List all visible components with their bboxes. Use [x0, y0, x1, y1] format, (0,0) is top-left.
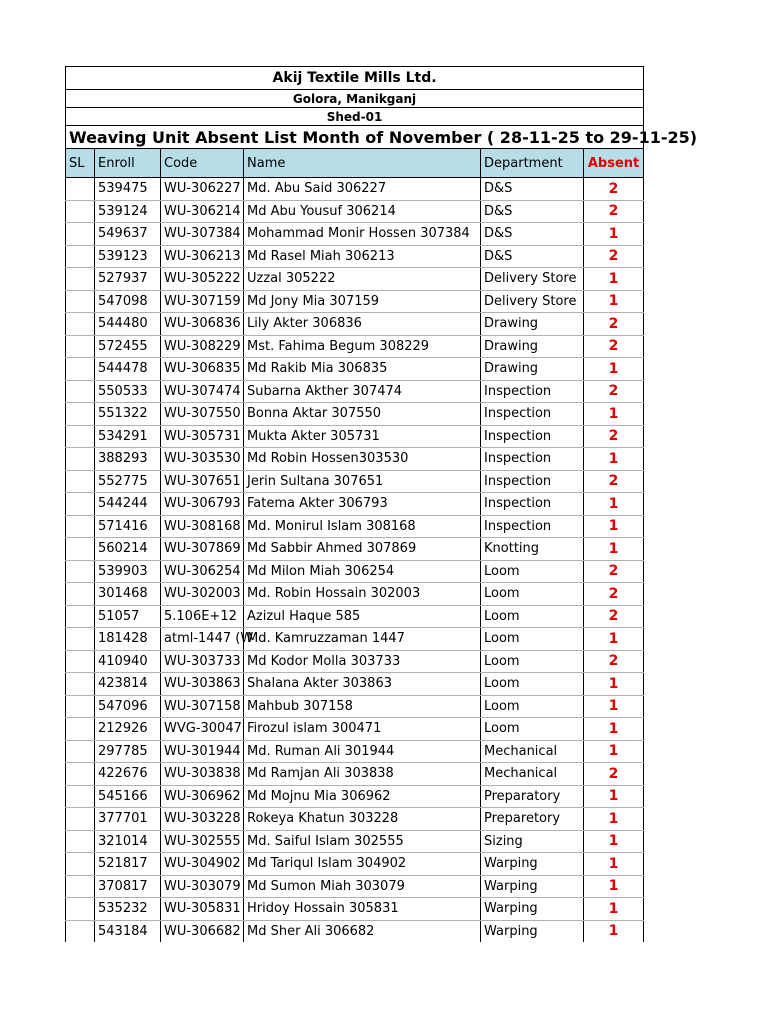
name-cell: Md Milon Miah 306254 — [244, 560, 481, 583]
department-cell: Loom — [481, 560, 584, 583]
table-row — [66, 223, 644, 246]
code-cell: WU-306254 — [161, 560, 244, 583]
department-cell: D&S — [481, 178, 584, 201]
absent-count-cell: 1 — [584, 493, 644, 516]
name-cell: Md Abu Yousuf 306214 — [244, 200, 481, 223]
department-cell: Loom — [481, 650, 584, 673]
table-row — [66, 785, 644, 808]
code-cell: WU-304902 — [161, 853, 244, 876]
absent-count-cell: 1 — [584, 830, 644, 853]
enroll-cell: 552775 — [95, 470, 161, 493]
table-row — [66, 425, 644, 448]
table-row — [66, 178, 644, 201]
enroll-cell: 181428 — [95, 628, 161, 651]
department-cell: Sizing — [481, 830, 584, 853]
table-row — [66, 358, 644, 381]
code-cell: WU-306835 — [161, 358, 244, 381]
absent-count-cell: 1 — [584, 853, 644, 876]
table-row — [66, 470, 644, 493]
sl-cell — [66, 223, 95, 246]
absent-count-cell: 2 — [584, 380, 644, 403]
sl-cell — [66, 358, 95, 381]
code-cell: WU-307158 — [161, 695, 244, 718]
department-cell: Loom — [481, 583, 584, 606]
enroll-cell: 422676 — [95, 763, 161, 786]
code-cell: WU-306793 — [161, 493, 244, 516]
sl-cell — [66, 515, 95, 538]
col-header-code: Code — [161, 149, 244, 178]
code-cell: WU-303838 — [161, 763, 244, 786]
name-cell: Md. Kamruzzaman 1447 — [244, 628, 481, 651]
department-cell: D&S — [481, 223, 584, 246]
absent-count-cell: 1 — [584, 268, 644, 291]
code-cell: WU-307550 — [161, 403, 244, 426]
enroll-cell: 551322 — [95, 403, 161, 426]
table-row — [66, 538, 644, 561]
col-header-department: Department — [481, 149, 584, 178]
enroll-cell: 539903 — [95, 560, 161, 583]
name-cell: Md. Saiful Islam 302555 — [244, 830, 481, 853]
enroll-cell: 297785 — [95, 740, 161, 763]
code-cell: WU-307651 — [161, 470, 244, 493]
code-cell: WU-303530 — [161, 448, 244, 471]
sl-cell — [66, 178, 95, 201]
table-row — [66, 695, 644, 718]
enroll-cell: 549637 — [95, 223, 161, 246]
code-cell: WU-307159 — [161, 290, 244, 313]
name-cell: Md Robin Hossen303530 — [244, 448, 481, 471]
report-title: Weaving Unit Absent List Month of November ( 28-11-25 to 29-11-25) — [66, 126, 644, 149]
department-cell: Drawing — [481, 313, 584, 336]
sl-cell — [66, 268, 95, 291]
name-cell: Subarna Akther 307474 — [244, 380, 481, 403]
sl-cell — [66, 493, 95, 516]
table-row — [66, 268, 644, 291]
enroll-cell: 212926 — [95, 718, 161, 741]
sl-cell — [66, 763, 95, 786]
enroll-cell: 423814 — [95, 673, 161, 696]
department-cell: Delivery Store — [481, 290, 584, 313]
code-cell: WU-303863 — [161, 673, 244, 696]
table-row — [66, 560, 644, 583]
code-cell: WU-307384 — [161, 223, 244, 246]
department-cell: Loom — [481, 695, 584, 718]
name-cell: Lily Akter 306836 — [244, 313, 481, 336]
enroll-cell: 377701 — [95, 808, 161, 831]
table-row — [66, 740, 644, 763]
department-cell: Warping — [481, 875, 584, 898]
department-cell: Loom — [481, 605, 584, 628]
code-cell: WU-307474 — [161, 380, 244, 403]
name-cell: Md. Monirul Islam 308168 — [244, 515, 481, 538]
table-row — [66, 830, 644, 853]
name-cell: Md Mojnu Mia 306962 — [244, 785, 481, 808]
absent-count-cell: 1 — [584, 403, 644, 426]
absent-count-cell: 2 — [584, 560, 644, 583]
name-cell: Fatema Akter 306793 — [244, 493, 481, 516]
code-cell: WU-301944 — [161, 740, 244, 763]
absent-count-cell: 2 — [584, 650, 644, 673]
absent-count-cell: 2 — [584, 605, 644, 628]
sl-cell — [66, 335, 95, 358]
sl-cell — [66, 583, 95, 606]
name-cell: Md. Ruman Ali 301944 — [244, 740, 481, 763]
table-row — [66, 313, 644, 336]
code-cell: WVG-30047 — [161, 718, 244, 741]
enroll-cell: 521817 — [95, 853, 161, 876]
absent-count-cell: 1 — [584, 785, 644, 808]
enroll-cell: 544478 — [95, 358, 161, 381]
enroll-cell: 545166 — [95, 785, 161, 808]
company-name: Akij Textile Mills Ltd. — [66, 67, 644, 90]
sl-cell — [66, 605, 95, 628]
absent-count-cell: 1 — [584, 673, 644, 696]
enroll-cell: 544244 — [95, 493, 161, 516]
enroll-cell: 544480 — [95, 313, 161, 336]
department-cell: Warping — [481, 898, 584, 921]
enroll-cell: 388293 — [95, 448, 161, 471]
absent-count-cell: 1 — [584, 875, 644, 898]
sl-cell — [66, 290, 95, 313]
code-cell: WU-306836 — [161, 313, 244, 336]
name-cell: Mst. Fahima Begum 308229 — [244, 335, 481, 358]
enroll-cell: 534291 — [95, 425, 161, 448]
code-cell: WU-302555 — [161, 830, 244, 853]
department-cell: Mechanical — [481, 763, 584, 786]
table-row — [66, 448, 644, 471]
enroll-cell: 560214 — [95, 538, 161, 561]
department-cell: Knotting — [481, 538, 584, 561]
table-row — [66, 718, 644, 741]
table-row — [66, 290, 644, 313]
name-cell: Hridoy Hossain 305831 — [244, 898, 481, 921]
department-cell: Inspection — [481, 493, 584, 516]
sl-cell — [66, 830, 95, 853]
absent-count-cell: 1 — [584, 515, 644, 538]
code-cell: WU-302003 — [161, 583, 244, 606]
location: Golora, Manikganj — [66, 90, 644, 108]
name-cell: Rokeya Khatun 303228 — [244, 808, 481, 831]
absent-count-cell: 1 — [584, 920, 644, 942]
absent-list-table — [65, 66, 698, 942]
department-cell: Inspection — [481, 448, 584, 471]
sl-cell — [66, 808, 95, 831]
table-row — [66, 335, 644, 358]
code-cell: WU-305731 — [161, 425, 244, 448]
enroll-cell: 547098 — [95, 290, 161, 313]
table-row — [66, 650, 644, 673]
absent-count-cell: 1 — [584, 718, 644, 741]
enroll-cell: 547096 — [95, 695, 161, 718]
name-cell: Azizul Haque 585 — [244, 605, 481, 628]
name-cell: Md Jony Mia 307159 — [244, 290, 481, 313]
department-cell: Inspection — [481, 515, 584, 538]
absent-count-cell: 2 — [584, 313, 644, 336]
department-cell: Loom — [481, 628, 584, 651]
department-cell: Inspection — [481, 470, 584, 493]
code-cell: atml-1447 (W — [161, 628, 244, 651]
enroll-cell: 550533 — [95, 380, 161, 403]
sl-cell — [66, 628, 95, 651]
name-cell: Md. Robin Hossain 302003 — [244, 583, 481, 606]
table-row — [66, 515, 644, 538]
enroll-cell: 51057 — [95, 605, 161, 628]
absent-count-cell: 2 — [584, 178, 644, 201]
table-row — [66, 920, 644, 942]
name-cell: Jerin Sultana 307651 — [244, 470, 481, 493]
name-cell: Md. Abu Said 306227 — [244, 178, 481, 201]
absent-count-cell: 2 — [584, 335, 644, 358]
department-cell: Delivery Store — [481, 268, 584, 291]
absent-count-cell: 1 — [584, 740, 644, 763]
enroll-cell: 539123 — [95, 245, 161, 268]
sl-cell — [66, 200, 95, 223]
code-cell: WU-306213 — [161, 245, 244, 268]
table-row — [66, 673, 644, 696]
sl-cell — [66, 425, 95, 448]
table-row — [66, 380, 644, 403]
column-header-row — [66, 149, 644, 178]
sl-cell — [66, 853, 95, 876]
sl-cell — [66, 650, 95, 673]
enroll-cell: 572455 — [95, 335, 161, 358]
table-row — [66, 763, 644, 786]
enroll-cell: 321014 — [95, 830, 161, 853]
department-cell: D&S — [481, 245, 584, 268]
code-cell: WU-305831 — [161, 898, 244, 921]
absent-count-cell: 1 — [584, 628, 644, 651]
department-cell: Loom — [481, 673, 584, 696]
enroll-cell: 535232 — [95, 898, 161, 921]
table-row — [66, 808, 644, 831]
name-cell: Md Sumon Miah 303079 — [244, 875, 481, 898]
enroll-cell: 410940 — [95, 650, 161, 673]
table-row — [66, 493, 644, 516]
sl-cell — [66, 403, 95, 426]
sl-cell — [66, 920, 95, 942]
sl-cell — [66, 740, 95, 763]
department-cell: Warping — [481, 920, 584, 942]
table-row — [66, 245, 644, 268]
sl-cell — [66, 785, 95, 808]
name-cell: Md Rasel Miah 306213 — [244, 245, 481, 268]
table-row — [66, 853, 644, 876]
department-cell: Preparetory — [481, 808, 584, 831]
table-row — [66, 898, 644, 921]
absent-count-cell: 2 — [584, 470, 644, 493]
name-cell: Mahbub 307158 — [244, 695, 481, 718]
absent-count-cell: 1 — [584, 223, 644, 246]
code-cell: WU-303079 — [161, 875, 244, 898]
name-cell: Mohammad Monir Hossen 307384 — [244, 223, 481, 246]
enroll-cell: 301468 — [95, 583, 161, 606]
code-cell: WU-303228 — [161, 808, 244, 831]
code-cell: WU-306227 — [161, 178, 244, 201]
enroll-cell: 539475 — [95, 178, 161, 201]
department-cell: Mechanical — [481, 740, 584, 763]
sl-cell — [66, 718, 95, 741]
absent-count-cell: 2 — [584, 763, 644, 786]
sl-cell — [66, 313, 95, 336]
name-cell: Md Tariqul Islam 304902 — [244, 853, 481, 876]
sl-cell — [66, 673, 95, 696]
enroll-cell: 543184 — [95, 920, 161, 942]
code-cell: WU-308168 — [161, 515, 244, 538]
code-cell: WU-306214 — [161, 200, 244, 223]
name-cell: Bonna Aktar 307550 — [244, 403, 481, 426]
name-cell: Md Rakib Mia 306835 — [244, 358, 481, 381]
absent-count-cell: 1 — [584, 898, 644, 921]
code-cell: 5.106E+12 — [161, 605, 244, 628]
enroll-cell: 571416 — [95, 515, 161, 538]
table-body — [66, 178, 644, 943]
sl-cell — [66, 448, 95, 471]
absent-count-cell: 1 — [584, 448, 644, 471]
sl-cell — [66, 898, 95, 921]
name-cell: Mukta Akter 305731 — [244, 425, 481, 448]
name-cell: Md Kodor Molla 303733 — [244, 650, 481, 673]
enroll-cell: 527937 — [95, 268, 161, 291]
enroll-cell: 370817 — [95, 875, 161, 898]
absent-count-cell: 2 — [584, 583, 644, 606]
absent-count-cell: 2 — [584, 200, 644, 223]
absent-count-cell: 1 — [584, 808, 644, 831]
table-row — [66, 403, 644, 426]
code-cell: WU-303733 — [161, 650, 244, 673]
sl-cell — [66, 245, 95, 268]
code-cell: WU-306962 — [161, 785, 244, 808]
enroll-cell: 539124 — [95, 200, 161, 223]
absent-count-cell: 2 — [584, 245, 644, 268]
absent-count-cell: 1 — [584, 358, 644, 381]
absent-count-cell: 1 — [584, 695, 644, 718]
department-cell: Drawing — [481, 358, 584, 381]
name-cell: Uzzal 305222 — [244, 268, 481, 291]
shed-label: Shed-01 — [66, 108, 644, 126]
name-cell: Md Sher Ali 306682 — [244, 920, 481, 942]
absent-count-cell: 1 — [584, 290, 644, 313]
code-cell: WU-307869 — [161, 538, 244, 561]
sl-cell — [66, 470, 95, 493]
department-cell: Inspection — [481, 403, 584, 426]
table-row — [66, 628, 644, 651]
code-cell: WU-308229 — [161, 335, 244, 358]
col-header-absent: Absent — [584, 149, 644, 178]
sl-cell — [66, 560, 95, 583]
department-cell: Warping — [481, 853, 584, 876]
col-header-enroll: Enroll — [95, 149, 161, 178]
table-row — [66, 583, 644, 606]
code-cell: WU-306682 — [161, 920, 244, 942]
col-header-name: Name — [244, 149, 481, 178]
sl-cell — [66, 538, 95, 561]
table-row — [66, 605, 644, 628]
code-cell: WU-305222 — [161, 268, 244, 291]
department-cell: Preparatory — [481, 785, 584, 808]
absent-count-cell: 2 — [584, 425, 644, 448]
sl-cell — [66, 380, 95, 403]
name-cell: Firozul islam 300471 — [244, 718, 481, 741]
department-cell: D&S — [481, 200, 584, 223]
name-cell: Md Sabbir Ahmed 307869 — [244, 538, 481, 561]
col-header-sl: SL — [66, 149, 95, 178]
sl-cell — [66, 695, 95, 718]
name-cell: Md Ramjan Ali 303838 — [244, 763, 481, 786]
table-row — [66, 200, 644, 223]
department-cell: Inspection — [481, 380, 584, 403]
name-cell: Shalana Akter 303863 — [244, 673, 481, 696]
absent-count-cell: 1 — [584, 538, 644, 561]
table-row — [66, 875, 644, 898]
department-cell: Inspection — [481, 425, 584, 448]
department-cell: Drawing — [481, 335, 584, 358]
sl-cell — [66, 875, 95, 898]
title-block — [66, 67, 698, 178]
department-cell: Loom — [481, 718, 584, 741]
